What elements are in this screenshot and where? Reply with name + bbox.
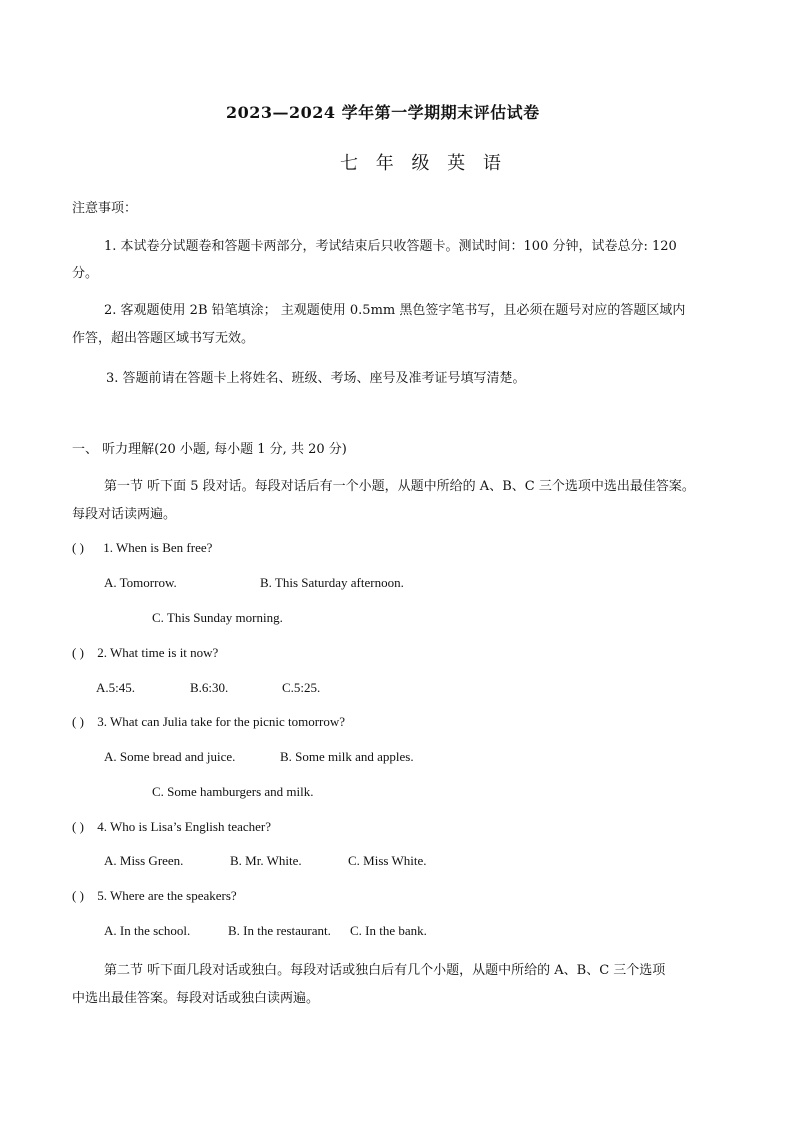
question-3 xyxy=(72,714,345,730)
option-b: B. In the restaurant. xyxy=(228,923,331,938)
section-1-part-1-line-1: 第一节 听下面 5 段对话。每段对话后有一个小题，从题中所给的 A、B、C 三个选项中选出最佳答案。 xyxy=(104,479,695,494)
note-item-1-line-1: 1. 本试卷分试题卷和答题卡两部分，考试结束后只收答题卡。测试时间：100 分钟，试卷总分: 120 xyxy=(104,239,677,254)
option-a: A. In the school. xyxy=(104,923,191,938)
option-b: B. Some milk and apples. xyxy=(280,749,414,764)
note-item-2-line-2: 作答，超出答题区域书写无效。 xyxy=(72,331,255,346)
question-stem: 1. When is Ben free? xyxy=(103,540,213,555)
question-stem: 3. What can Julia take for the picnic tomorrow? xyxy=(97,714,346,729)
question-2 xyxy=(72,645,218,661)
note-item-1-line-2: 分。 xyxy=(72,266,99,281)
question-stem: 4. Who is Lisa’s English teacher? xyxy=(97,819,272,834)
section-1-heading: 一、 听力理解(20 小题, 每小题 1 分, 共 20 分) xyxy=(72,442,347,457)
answer-blank[interactable]: ( ) xyxy=(72,645,84,660)
exam-subtitle: 七 年 级 英 语 xyxy=(340,153,507,174)
option-c: C.5:25. xyxy=(282,680,321,695)
answer-blank[interactable]: ( ) xyxy=(72,888,84,903)
option-a: A. Tomorrow. xyxy=(104,575,177,590)
option-a: A.5:45. xyxy=(96,680,135,695)
option-a: A. Miss Green. xyxy=(104,853,184,868)
question-stem: 5. Where are the speakers? xyxy=(97,888,237,903)
exam-title: 2023—2024 学年第一学期期末评估试卷 xyxy=(226,103,540,122)
option-b: B.6:30. xyxy=(190,680,229,695)
section-1-part-2-line-2: 中选出最佳答案。每段对话或独白读两遍。 xyxy=(72,991,320,1006)
option-b: B. This Saturday afternoon. xyxy=(260,575,404,590)
answer-blank[interactable]: ( ) xyxy=(72,540,84,555)
question-stem: 2. What time is it now? xyxy=(97,645,219,660)
option-c: C. In the bank. xyxy=(350,923,427,938)
question-5 xyxy=(72,888,237,904)
question-1 xyxy=(72,540,212,556)
option-b: B. Mr. White. xyxy=(230,853,302,868)
note-item-3: 3. 答题前请在答题卡上将姓名、班级、考场、座号及准考证号填写清楚。 xyxy=(106,371,526,386)
question-4 xyxy=(72,819,271,835)
option-c: C. Some hamburgers and milk. xyxy=(152,784,314,799)
option-c: C. Miss White. xyxy=(348,853,427,868)
section-1-part-2-line-1: 第二节 听下面几段对话或独白。每段对话或独白后有几个小题，从题中所给的 A、B、C 三个选项 xyxy=(104,963,666,978)
option-c: C. This Sunday morning. xyxy=(152,610,283,625)
section-1-part-1-line-2: 每段对话读两遍。 xyxy=(72,507,177,522)
notes-heading: 注意事项： xyxy=(72,201,138,216)
answer-blank[interactable]: ( ) xyxy=(72,714,84,729)
note-item-2-line-1: 2. 客观题使用 2B 铅笔填涂； 主观题使用 0.5mm 黑色签字笔书写，且必须在题号对应的答题区域内 xyxy=(104,303,686,318)
answer-blank[interactable]: ( ) xyxy=(72,819,84,834)
option-a: A. Some bread and juice. xyxy=(104,749,236,764)
